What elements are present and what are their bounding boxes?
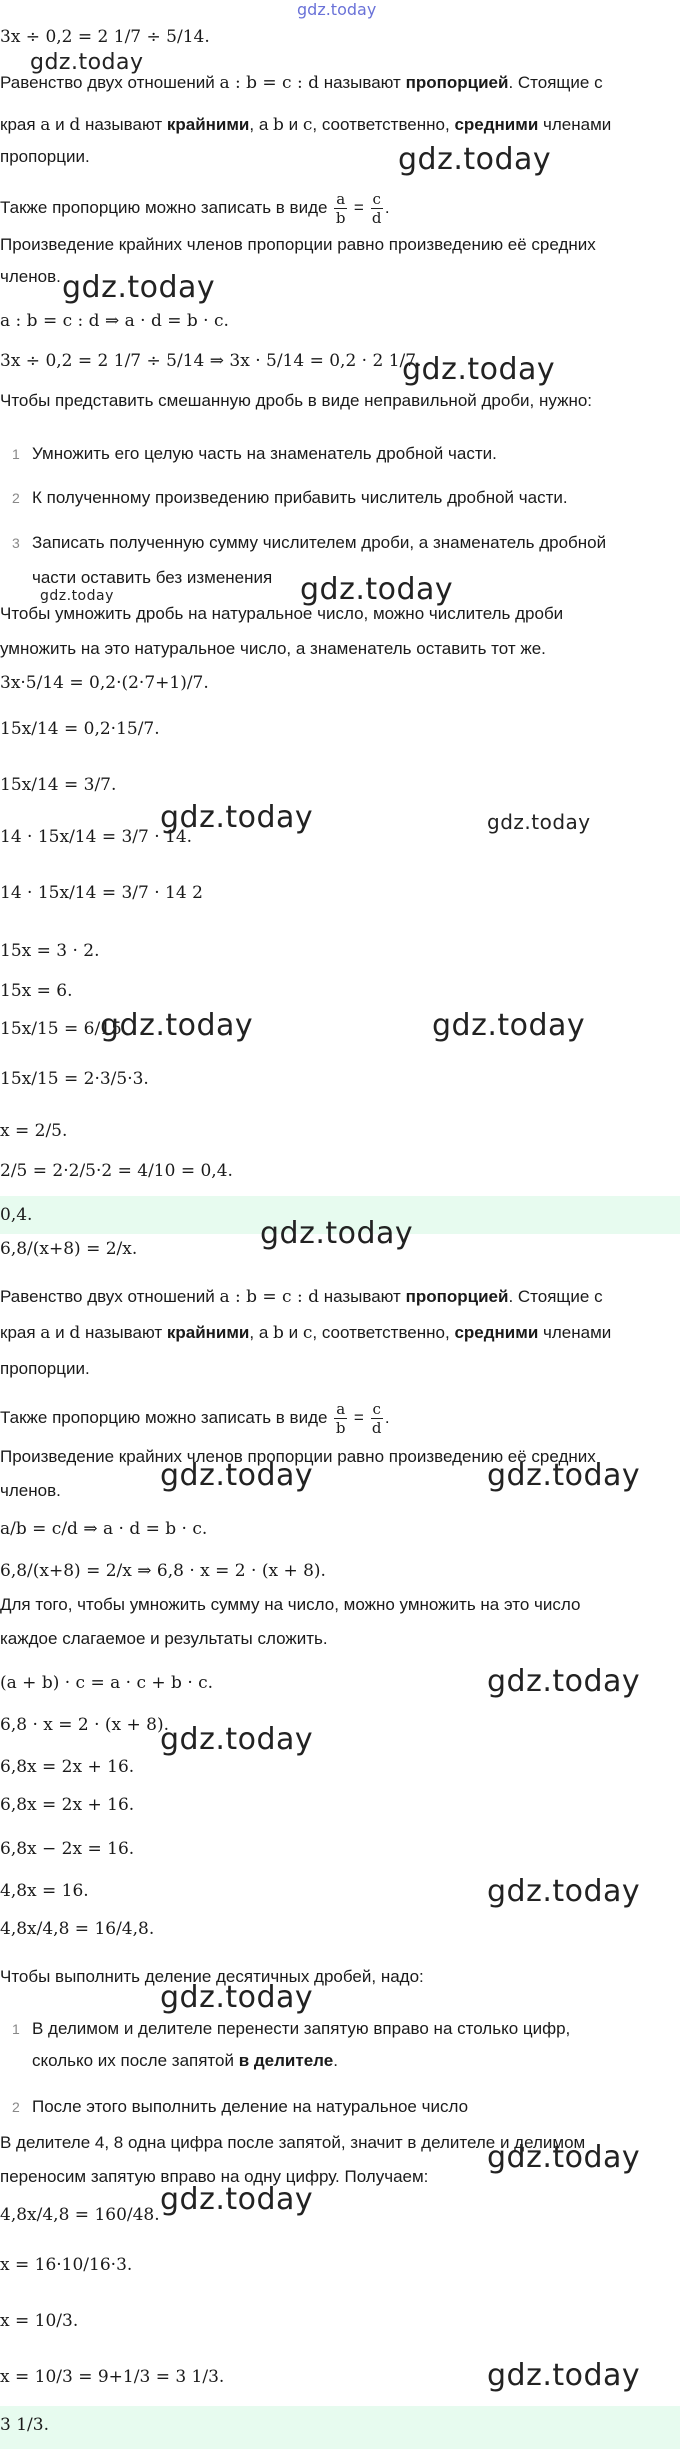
watermark: gdz.today [487,1458,641,1493]
list-item: 2 К полученному произведению прибавить числитель дробной части. [12,488,568,507]
equation-step: 6,8x = 2x + 16. [0,1757,135,1777]
equation-step: x = 16·10/16·3. [0,2255,133,2275]
watermark: gdz.today [160,1458,314,1493]
watermark: gdz.today [487,1874,641,1909]
sum-rule-line-2: каждое слагаемое и результаты сложить. [0,1629,328,1648]
equation-transform: 3x ÷ 0,2 = 2 1/7 ÷ 5/14 ⇒ 3x · 5/14 = 0,2 · 2 1/7. [0,351,422,371]
equation-step: 6,8x − 2x = 16. [0,1839,135,1859]
equation-step: 6,8x = 2x + 16. [0,1795,135,1815]
proportion-rule: a : b = c : d ⇒ a · d = b · c. [0,311,229,331]
watermark: gdz.today [62,270,216,305]
watermark: gdz.today [160,800,314,835]
equation-step: 2/5 = 2·2/5·2 = 4/10 = 0,4. [0,1161,233,1181]
equation-step: 3x·5/14 = 0,2·(2·7+1)/7. [0,673,209,693]
product-rule-line-2: членов. [0,1481,61,1500]
equation-step: 6,8 · x = 2 · (x + 8). [0,1715,170,1735]
list-item: 3 Записать полученную сумму числителем дроби, а знаменатель дробной [12,533,607,552]
sum-rule-line-1: Для того, чтобы умножить сумму на число, можно умножить на это число [0,1595,581,1614]
watermark: gdz.today [30,50,144,75]
equation-step: 15x = 6. [0,981,73,1001]
watermark: gdz.today [160,2182,314,2217]
list-item-continuation: сколько их после запятой в делителе. [32,2051,338,2070]
watermark: gdz.today [40,588,114,604]
watermark: gdz.today [260,1216,414,1251]
fraction-a-b: $\frac{a}{b}$ [335,1400,346,1437]
watermark: gdz.today [402,352,556,387]
equation-transform: 6,8/(x+8) = 2/x ⇒ 6,8 · x = 2 · (x + 8). [0,1561,326,1581]
alternative-form: Также пропорцию можно записать в виде $\frac{a}{b}$ = $\frac{c}{d}$ . [0,1400,390,1437]
equation-initial: 6,8/(x+8) = 2/x. [0,1239,138,1259]
watermark: gdz.today [100,1008,254,1043]
watermark: gdz.today [487,2358,641,2393]
definition-line-2: края a и d называют крайними, а b и c, соответственно, средними членами [0,115,612,135]
equation-step: 4,8x/4,8 = 160/48. [0,2205,160,2225]
watermark: gdz.today [160,1722,314,1757]
alternative-form: Также пропорцию можно записать в виде $\frac{a}{b}$ = $\frac{c}{d}$ . [0,190,390,227]
definition-line-3: пропорции. [0,147,90,166]
product-rule-line-2: членов. [0,267,61,286]
definition-line-2: края a и d называют крайними, а b и c, соответственно, средними членами [0,1323,612,1343]
fraction-c-d: $\frac{c}{d}$ [371,1400,382,1437]
equation-step: 15x/14 = 3/7. [0,775,117,795]
equation-step: x = 10/3 = 9+1/3 = 3 1/3. [0,2367,225,2387]
definition-line-3: пропорции. [0,1359,90,1378]
answer: 0,4. [0,1205,33,1225]
definition-line-1: Равенство двух отношений a : b = c : d называют пропорцией. Стоящие с [0,73,603,93]
product-rule-line-1: Произведение крайних членов пропорции равно произведению её средних [0,1447,596,1466]
fraction-a-b: $\frac{a}{b}$ [335,190,346,227]
watermark: gdz.today [487,1664,641,1699]
watermark: gdz.today [432,1008,586,1043]
note-line-1: В делителе 4, 8 одна цифра после запятой, значит в делителе и делимом [0,2133,586,2152]
multiply-rule-line-1: Чтобы умножить дробь на натуральное число, можно числитель дроби [0,604,564,623]
equation-step: 15x/15 = 2·3/5·3. [0,1069,149,1089]
list-item: 2 После этого выполнить деление на натуральное число [12,2097,469,2116]
proportion-rule: a/b = c/d ⇒ a · d = b · c. [0,1519,208,1539]
equation-step: x = 10/3. [0,2311,79,2331]
watermark: gdz.today [398,142,552,177]
watermark: gdz.today [487,2140,641,2175]
fraction-c-d: $\frac{c}{d}$ [371,190,382,227]
decimal-division-rule: Чтобы выполнить деление десятичных дробей, надо: [0,1967,424,1986]
equation-step: 4,8x = 16. [0,1881,89,1901]
equation-step: 14 · 15x/14 = 3/7 · 14 2 [0,883,203,903]
list-item: 1 Умножить его целую часть на знаменатель дробной части. [12,444,497,463]
list-item-continuation: части оставить без изменения [32,568,273,587]
answer-box [0,2406,680,2449]
product-rule-line-1: Произведение крайних членов пропорции равно произведению её средних [0,235,596,254]
equation-step: 4,8x/4,8 = 16/4,8. [0,1919,155,1939]
definition-line-1: Равенство двух отношений a : b = c : d называют пропорцией. Стоящие с [0,1287,603,1307]
mixed-fraction-rule: Чтобы представить смешанную дробь в виде неправильной дроби, нужно: [0,391,593,410]
watermark: gdz.today [487,810,591,834]
equation-step: 15x = 3 · 2. [0,941,100,961]
answer: 3 1/3. [0,2415,49,2435]
distributive-rule: (a + b) · c = a · c + b · c. [0,1673,214,1693]
list-item: 1 В делимом и делителе перенести запятую вправо на столько цифр, [12,2019,571,2038]
equation-initial: 3x ÷ 0,2 = 2 1/7 ÷ 5/14. [0,27,210,47]
watermark: gdz.today [300,572,454,607]
note-line-2: переносим запятую вправо на одну цифру. Получаем: [0,2167,429,2186]
equation-step: 15x/14 = 0,2·15/7. [0,719,160,739]
equation-step: 15x/15 = 6/15. [0,1019,128,1039]
multiply-rule-line-2: умножить на это натуральное число, а знаменатель оставить тот же. [0,639,546,658]
equation-step: 14 · 15x/14 = 3/7 · 14. [0,827,193,847]
top-watermark: gdz.today [297,0,377,19]
equation-step: x = 2/5. [0,1121,68,1141]
watermark: gdz.today [160,1980,314,2015]
